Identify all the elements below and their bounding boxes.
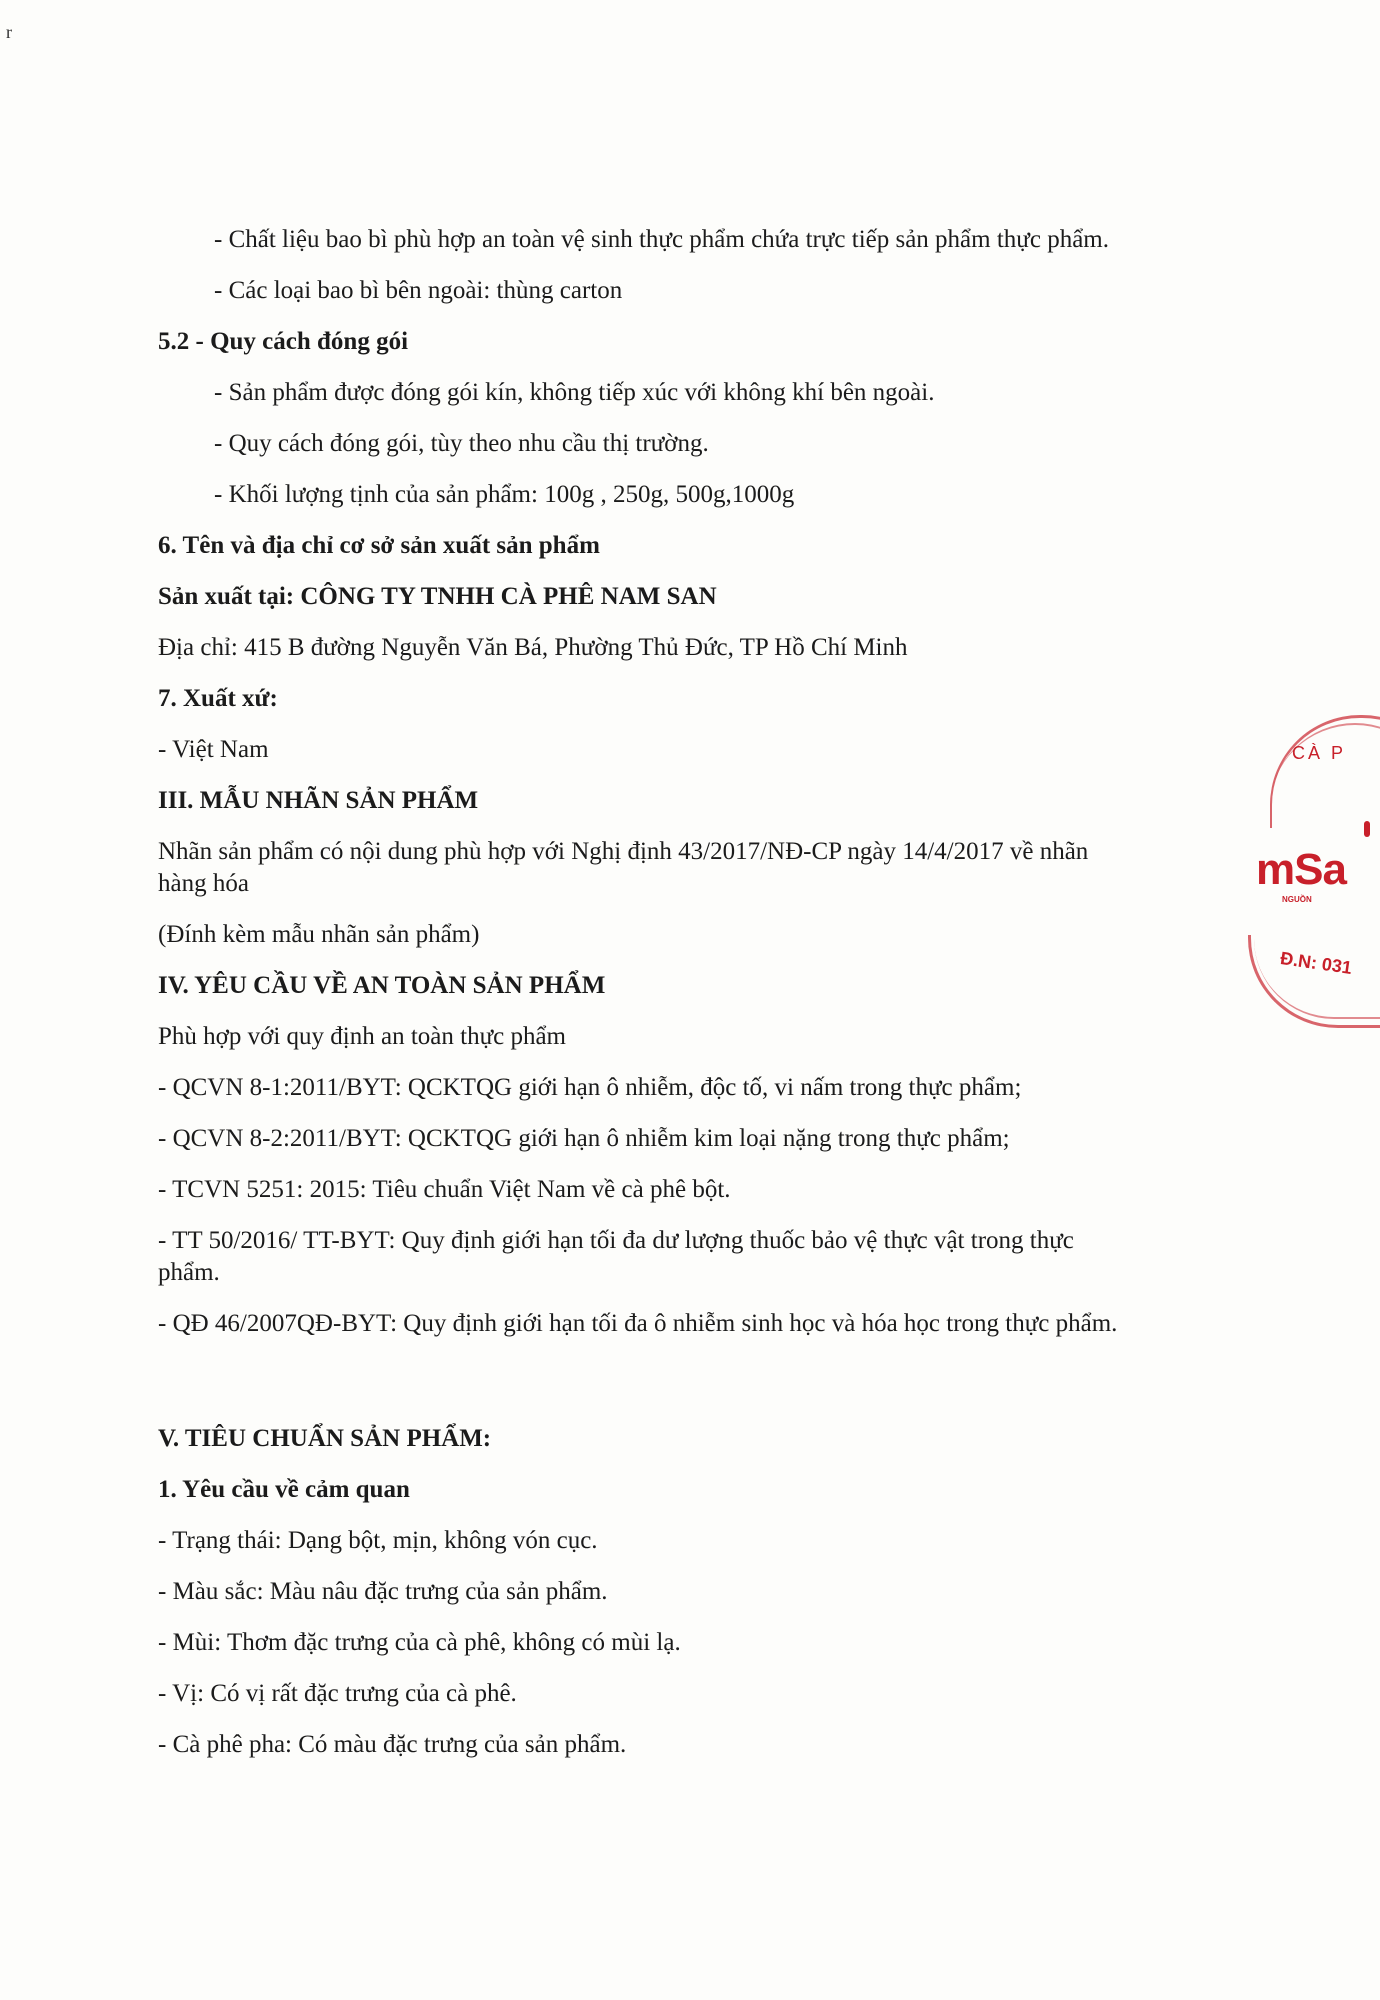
corner-mark: r <box>6 22 12 42</box>
paragraph-line: - TCVN 5251: 2015: Tiêu chuẩn Việt Nam về cà phê bột. <box>158 1176 731 1203</box>
paragraph-line: - Quy cách đóng gói, tùy theo nhu cầu thị trường. <box>214 430 709 457</box>
stamp-brand: mSa <box>1256 845 1346 894</box>
section-heading: 1. Yêu cầu về cảm quan <box>158 1476 410 1503</box>
paragraph-line: Phù hợp với quy định an toàn thực phẩm <box>158 1023 567 1050</box>
paragraph-line: - Trạng thái: Dạng bột, mịn, không vón cục. <box>158 1527 598 1554</box>
paragraph-line: - Các loại bao bì bên ngoài: thùng carton <box>214 277 623 304</box>
paragraph-line: - Việt Nam <box>158 736 269 763</box>
section-heading: 7. Xuất xứ: <box>158 685 278 712</box>
paragraph-line: - Màu sắc: Màu nâu đặc trưng của sản phẩm. <box>158 1578 608 1605</box>
company-stamp <box>1240 715 1380 995</box>
paragraph-line: - Sản phẩm được đóng gói kín, không tiếp xúc với không khí bên ngoài. <box>214 379 935 406</box>
paragraph-line: Nhãn sản phẩm có nội dung phù hợp với Nghị định 43/2017/NĐ-CP ngày 14/4/2017 về nhãn hàng hóa <box>158 838 1089 897</box>
paragraph-line: - Vị: Có vị rất đặc trưng của cà phê. <box>158 1680 517 1707</box>
section-heading: V. TIÊU CHUẨN SẢN PHẨM: <box>158 1425 492 1452</box>
paragraph-line: (Đính kèm mẫu nhãn sản phẩm) <box>158 921 480 948</box>
paragraph-line: - Khối lượng tịnh của sản phẩm: 100g , 250g, 500g,1000g <box>214 481 795 508</box>
section-heading: IV. YÊU CẦU VỀ AN TOÀN SẢN PHẨM <box>158 972 606 999</box>
stamp-reg: Đ.N: 031 <box>1279 948 1354 978</box>
document-page <box>158 224 1118 1780</box>
section-heading: III. MẪU NHÃN SẢN PHẨM <box>158 787 479 814</box>
stamp-top-text: CÀ P <box>1292 743 1347 763</box>
section-spacer <box>158 1359 1118 1423</box>
paragraph-line: Địa chỉ: 415 B đường Nguyễn Văn Bá, Phường Thủ Đức, TP Hồ Chí Minh <box>158 634 908 661</box>
paragraph-line: - Chất liệu bao bì phù hợp an toàn vệ sinh thực phẩm chứa trực tiếp sản phẩm thực phẩm. <box>214 226 1109 253</box>
paragraph-line: - QĐ 46/2007QĐ-BYT: Quy định giới hạn tối đa ô nhiễm sinh học và hóa học trong thực phẩm. <box>158 1310 1118 1337</box>
section-heading: 5.2 - Quy cách đóng gói <box>158 328 409 355</box>
paragraph-line: - QCVN 8-1:2011/BYT: QCKTQG giới hạn ô nhiễm, độc tố, vi nấm trong thực phẩm; <box>158 1074 1022 1101</box>
paragraph-line: - Mùi: Thơm đặc trưng của cà phê, không có mùi lạ. <box>158 1629 681 1656</box>
section-heading: 6. Tên và địa chỉ cơ sở sản xuất sản phẩm <box>158 532 600 559</box>
section-heading: Sản xuất tại: CÔNG TY TNHH CÀ PHÊ NAM SAN <box>158 583 717 610</box>
paragraph-line: - TT 50/2016/ TT-BYT: Quy định giới hạn tối đa dư lượng thuốc bảo vệ thực vật trong thực phẩm. <box>158 1227 1074 1286</box>
paragraph-line: - QCVN 8-2:2011/BYT: QCKTQG giới hạn ô nhiễm kim loại nặng trong thực phẩm; <box>158 1125 1010 1152</box>
paragraph-line: - Cà phê pha: Có màu đặc trưng của sản phẩm. <box>158 1731 627 1758</box>
stamp-sub: NGUỒN <box>1282 895 1312 904</box>
